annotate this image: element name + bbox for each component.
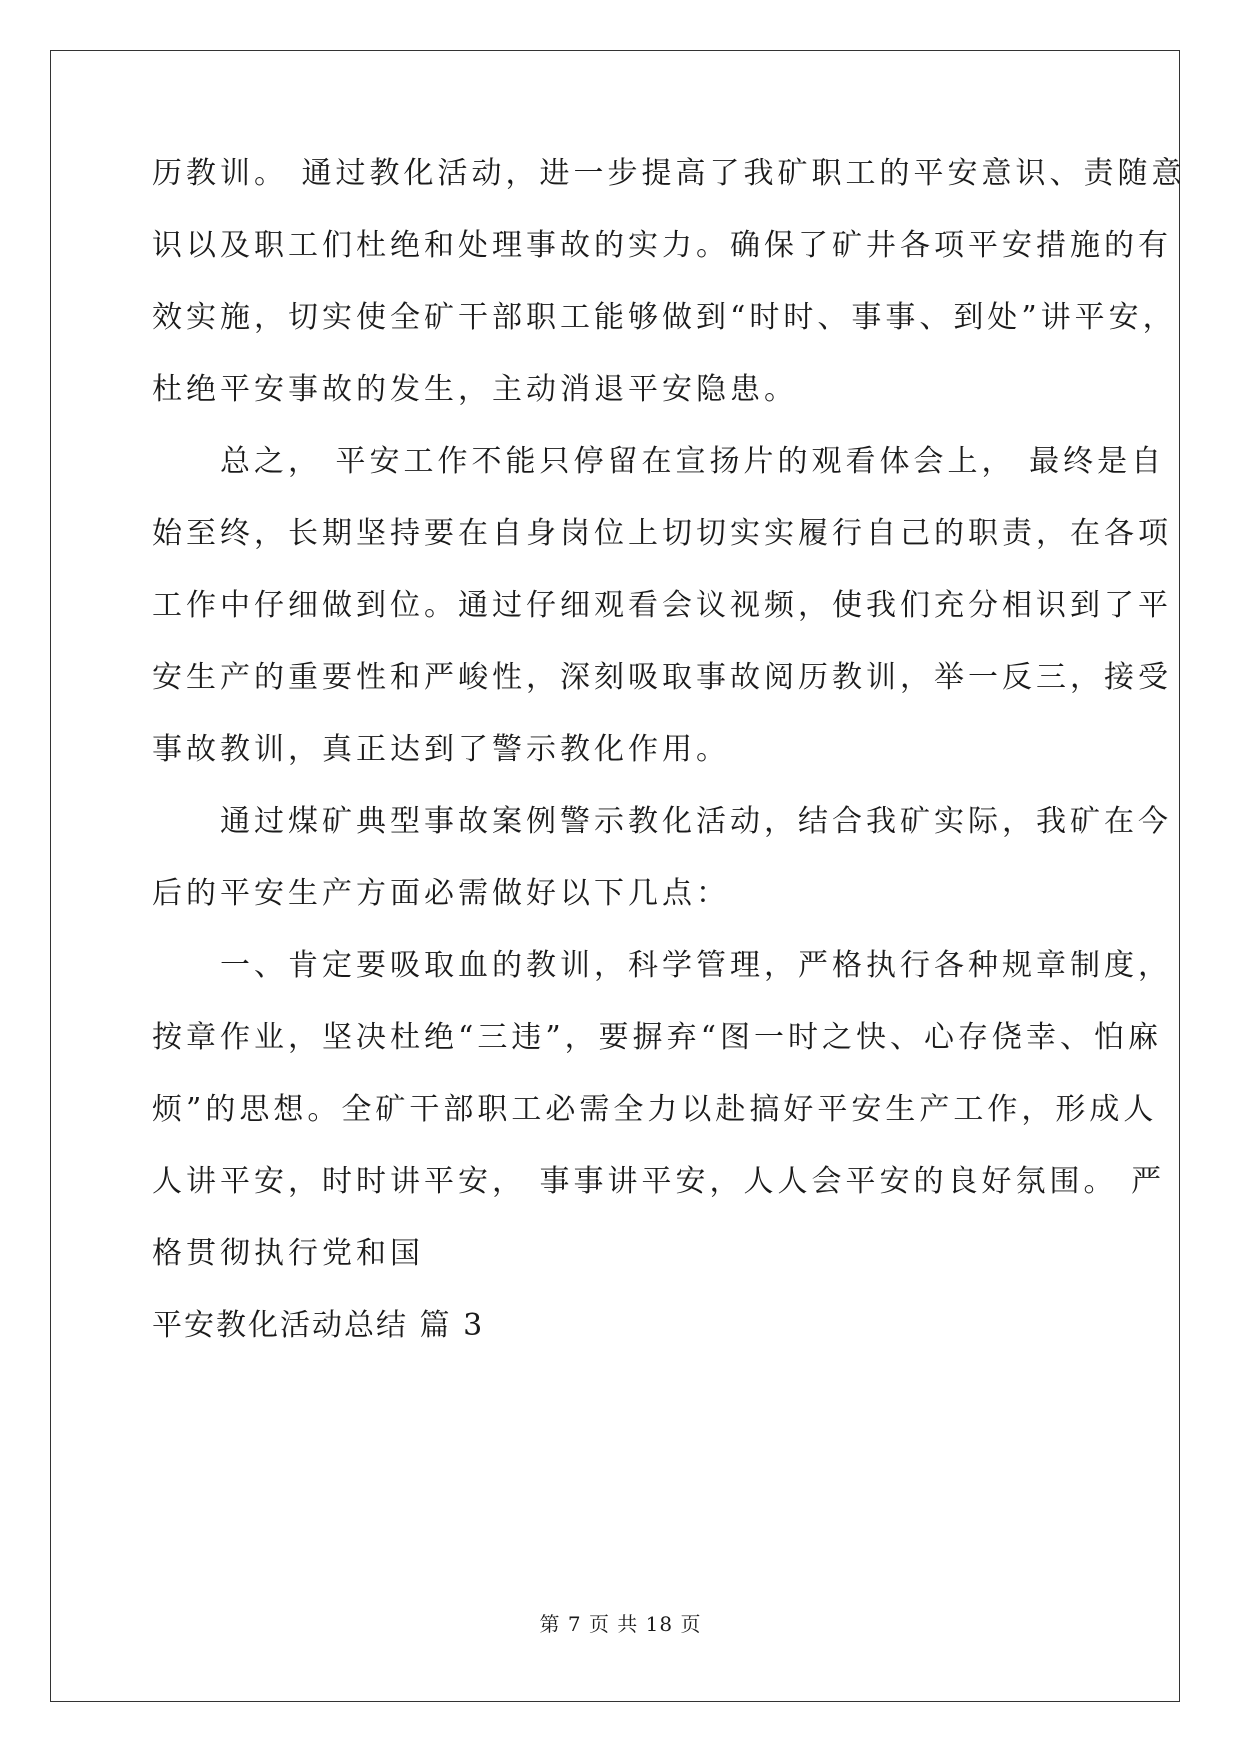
text-line: 一、肯定要吸取血的教训，科学管理，严格执行各种规章制度， [152,948,1172,983]
text-line: 人讲平安，时时讲平安， 事事讲平安，人人会平安的良好氛围。 严 [152,1164,1166,1199]
section-heading: 平安教化活动总结 篇 3 [152,1308,485,1343]
text-line: 安生产的重要性和严峻性，深刻吸取事故阅历教训，举一反三，接受 [152,660,1172,695]
text-line: 总之， 平安工作不能只停留在宣扬片的观看体会上， 最终是自 [152,444,1166,479]
text-line: 后的平安生产方面必需做好以下几点： [152,876,730,911]
text-line: 格贯彻执行党和国 [152,1236,424,1271]
text-line: 工作中仔细做到位。通过仔细观看会议视频，使我们充分相识到了平 [152,588,1172,623]
text-line: 识以及职工们杜绝和处理事故的实力。确保了矿井各项平安措施的有 [152,228,1172,263]
text-line: 烦”的思想。全矿干部职工必需全力以赴搞好平安生产工作，形成人 [152,1092,1158,1127]
text-line: 通过煤矿典型事故案例警示教化活动，结合我矿实际，我矿在今 [152,804,1172,839]
text-line: 杜绝平安事故的发生，主动消退平安隐患。 [152,372,798,407]
text-line: 始至终，长期坚持要在自身岗位上切切实实履行自己的职责，在各项 [152,516,1172,551]
text-line: 历教训。 通过教化活动，进一步提高了我矿职工的平安意识、责随意 [152,156,1186,191]
page-footer: 第 7 页 共 18 页 [539,1612,702,1636]
text-line: 效实施，切实使全矿干部职工能够做到“时时、事事、到处”讲平安， [152,300,1177,335]
text-line: 按章作业，坚决杜绝“三违”，要摒弃“图一时之快、心存侥幸、怕麻 [152,1020,1163,1055]
text-line: 事故教训，真正达到了警示教化作用。 [152,732,730,767]
